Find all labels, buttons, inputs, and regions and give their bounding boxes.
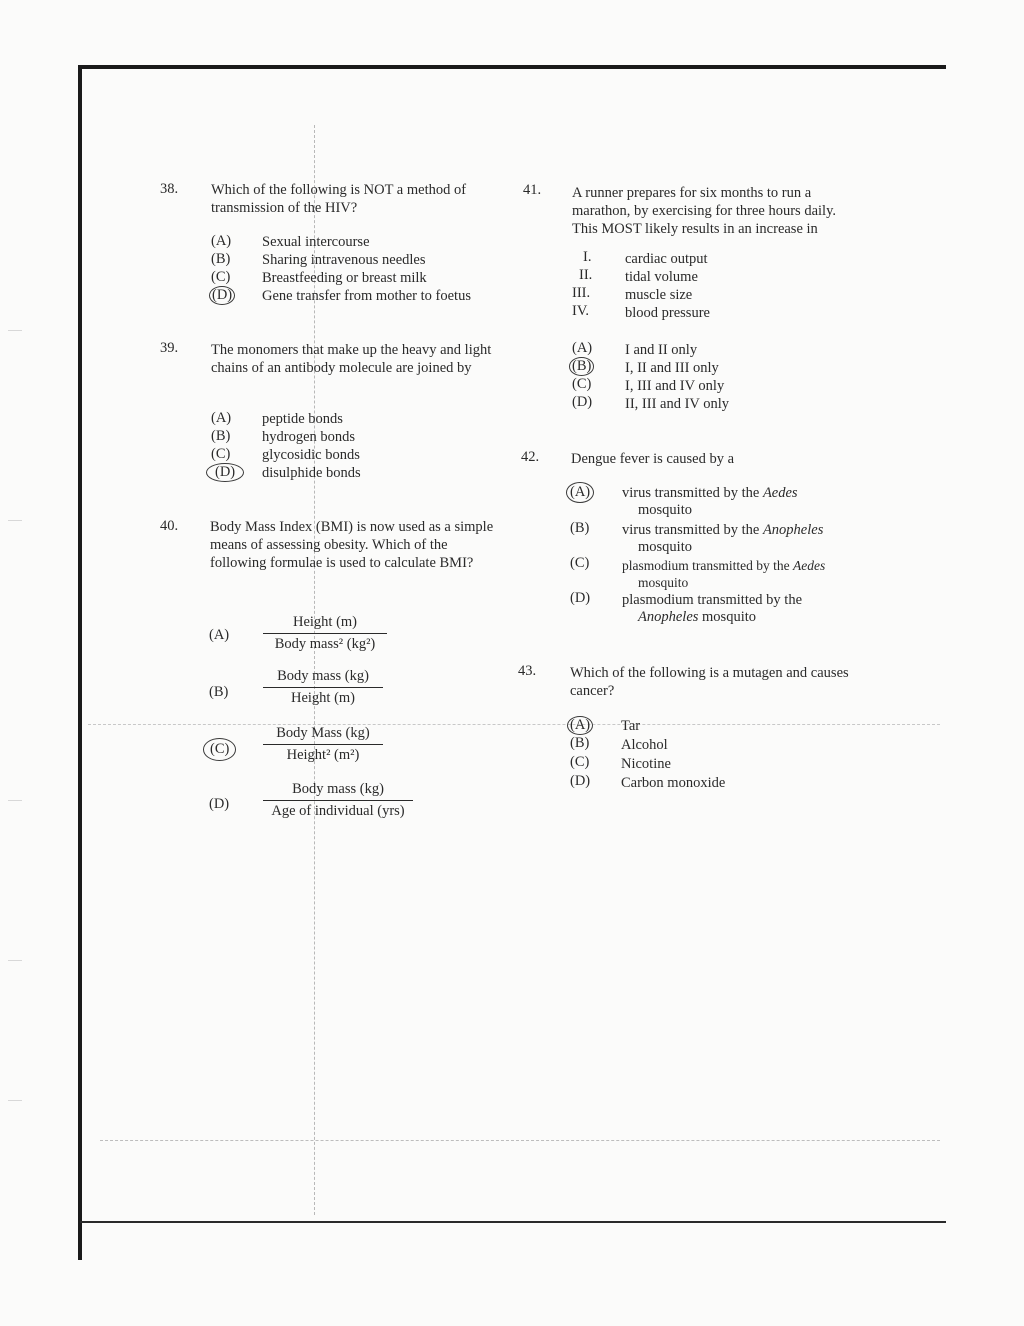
option-label-marked: (A) — [566, 482, 594, 503]
species-name: Anopheles — [762, 522, 824, 538]
question-stem: Body Mass Index (BMI) is now used as a simple means of assessing obesity. Which of the following formulae is used to calculate BMI? — [210, 519, 494, 571]
margin-mark — [8, 800, 22, 801]
option-label: (C) — [572, 376, 592, 392]
formula-option-a — [263, 614, 387, 653]
scan-fold-line-horizontal — [88, 724, 940, 725]
formula-option-d — [263, 781, 413, 820]
item-text: muscle size — [625, 287, 693, 303]
option-label: (A) — [211, 410, 232, 426]
option-label: (C) — [211, 269, 231, 285]
margin-mark — [8, 520, 22, 521]
scan-border-bottom — [80, 1221, 946, 1223]
option-label: (B) — [211, 251, 231, 267]
formula-denominator: Height (m) — [263, 687, 383, 707]
option-label: (A) — [211, 233, 232, 249]
option-text: Nicotine — [621, 756, 671, 772]
option-label: (B) — [209, 684, 229, 700]
option-label-marked: (B) — [569, 357, 594, 376]
option-text-line: mosquito — [638, 539, 692, 555]
option-text: Carbon monoxide — [621, 775, 726, 791]
option-label: (B) — [211, 428, 231, 444]
option-label-marked: (A) — [567, 716, 593, 735]
question-stem: Which of the following is NOT a method of transmission of the HIV? — [211, 182, 467, 216]
option-label: (A) — [209, 627, 230, 643]
option-text: I and II only — [625, 342, 698, 358]
option-text: Tar — [621, 718, 641, 734]
option-text: Gene transfer from mother to foetus — [262, 288, 471, 304]
margin-mark — [8, 330, 22, 331]
item-label: II. — [579, 267, 593, 283]
option-text: Breastfeeding or breast milk — [262, 270, 427, 286]
formula-denominator: Height² (m²) — [263, 744, 383, 764]
formula-option-b — [263, 668, 383, 707]
option-text: disulphide bonds — [262, 465, 361, 481]
scan-border-left — [78, 65, 82, 1260]
question-stem: The monomers that make up the heavy and light chains of an antibody molecule are joined by — [211, 342, 492, 376]
item-text: cardiac output — [625, 251, 708, 267]
item-label: IV. — [572, 303, 590, 319]
option-label: (D) — [570, 590, 591, 606]
option-label: (B) — [570, 735, 590, 751]
question-stem: Which of the following is a mutagen and causes cancer? — [570, 665, 849, 699]
option-text — [622, 522, 872, 556]
margin-mark — [8, 1100, 22, 1101]
species-name: Anopheles — [638, 609, 699, 625]
option-text: I, II and III only — [625, 360, 719, 376]
option-label: (C) — [211, 446, 231, 462]
formula-numerator: Body Mass (kg) — [276, 725, 370, 741]
option-text-line: virus transmitted by the — [622, 522, 763, 538]
option-label: (C) — [570, 754, 590, 770]
question-number: 42. — [521, 449, 540, 465]
question-number: 40. — [160, 518, 179, 534]
option-text — [622, 592, 862, 626]
option-text: Sharing intravenous needles — [262, 252, 426, 268]
formula-numerator: Body mass (kg) — [292, 781, 384, 797]
item-text: blood pressure — [625, 305, 710, 321]
scan-border-top — [80, 65, 946, 69]
species-name: Aedes — [792, 558, 826, 573]
option-text: peptide bonds — [262, 411, 343, 427]
item-label: III. — [572, 285, 591, 301]
question-number: 41. — [523, 182, 542, 198]
option-label-marked: (D) — [206, 463, 244, 482]
scan-fold-line-lower — [100, 1140, 940, 1141]
option-label: (C) — [570, 555, 590, 571]
option-label: (D) — [572, 394, 593, 410]
option-label: (B) — [570, 520, 590, 536]
option-text-line: mosquito — [638, 575, 689, 590]
option-label: (A) — [572, 340, 593, 356]
option-text: glycosidic bonds — [262, 447, 360, 463]
question-stem: A runner prepares for six months to run a marathon, by exercising for three hours daily. This MOST likely results in an increase in — [572, 185, 837, 237]
option-label: (D) — [570, 773, 591, 789]
option-text: Sexual intercourse — [262, 234, 370, 250]
margin-mark — [8, 960, 22, 961]
option-text: II, III and IV only — [625, 396, 730, 412]
formula-numerator: Body mass (kg) — [277, 668, 369, 684]
option-text-line: mosquito — [698, 609, 757, 625]
question-number: 39. — [160, 340, 179, 356]
option-text: hydrogen bonds — [262, 429, 356, 445]
option-text: I, III and IV only — [625, 378, 725, 394]
question-stem: Dengue fever is caused by a — [571, 451, 735, 467]
formula-numerator: Height (m) — [292, 614, 358, 630]
question-number: 43. — [518, 663, 537, 679]
option-text: Alcohol — [621, 737, 668, 753]
option-label: (D) — [209, 796, 230, 812]
question-number: 38. — [160, 181, 179, 197]
formula-denominator: Age of individual (yrs) — [263, 800, 413, 820]
option-text-line: mosquito — [638, 502, 692, 518]
option-label-marked: (D) — [209, 286, 235, 305]
species-name: Aedes — [762, 485, 798, 501]
option-text — [622, 485, 862, 519]
option-text-line: plasmodium transmitted by the — [622, 592, 803, 608]
option-text — [622, 557, 872, 591]
item-label: I. — [583, 249, 592, 265]
option-text-line: virus transmitted by the — [622, 485, 763, 501]
formula-option-c — [263, 725, 383, 764]
item-text: tidal volume — [625, 269, 698, 285]
option-text-line: plasmodium transmitted by the — [622, 558, 793, 573]
option-label-marked: (C) — [203, 738, 236, 761]
formula-denominator: Body mass² (kg²) — [263, 633, 387, 653]
